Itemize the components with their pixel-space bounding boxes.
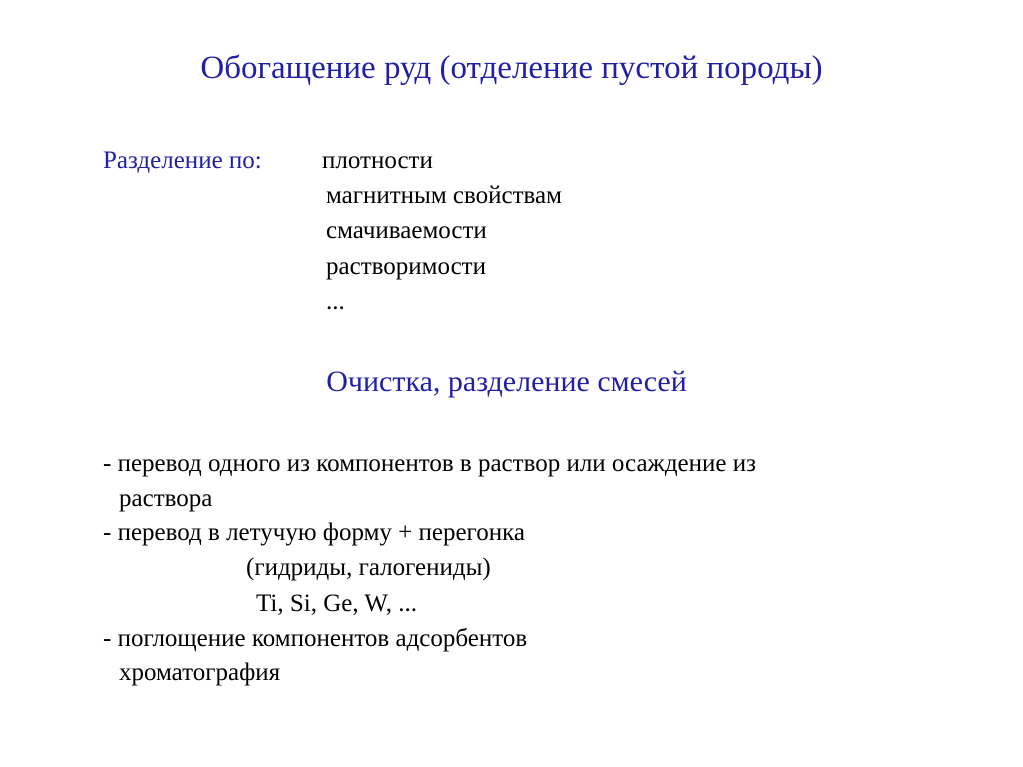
method-line: - перевод одного из компонентов в раствор или осаждение из (103, 450, 757, 477)
section-subtitle: Очистка, разделение смесей (326, 365, 687, 398)
separation-item-ellipsis: ... (326, 288, 345, 315)
separation-label: Разделение по: (103, 147, 262, 174)
method-line: (гидриды, галогениды) (246, 554, 491, 581)
separation-item-magnetic: магнитным свойствам (326, 182, 562, 209)
method-line: хроматография (119, 659, 281, 686)
separation-item-wettability: смачиваемости (326, 217, 487, 244)
slide-title: Обогащение руд (отделение пустой породы) (200, 50, 823, 86)
separation-item-density: плотности (322, 147, 433, 174)
method-line: - поглощение компонентов адсорбентов (103, 625, 528, 652)
method-line: раствора (119, 485, 213, 512)
method-line: Ti, Si, Ge, W, ... (256, 590, 417, 617)
separation-item-solubility: растворимости (326, 253, 486, 280)
method-line: - перевод в летучую форму + перегонка (103, 519, 525, 546)
